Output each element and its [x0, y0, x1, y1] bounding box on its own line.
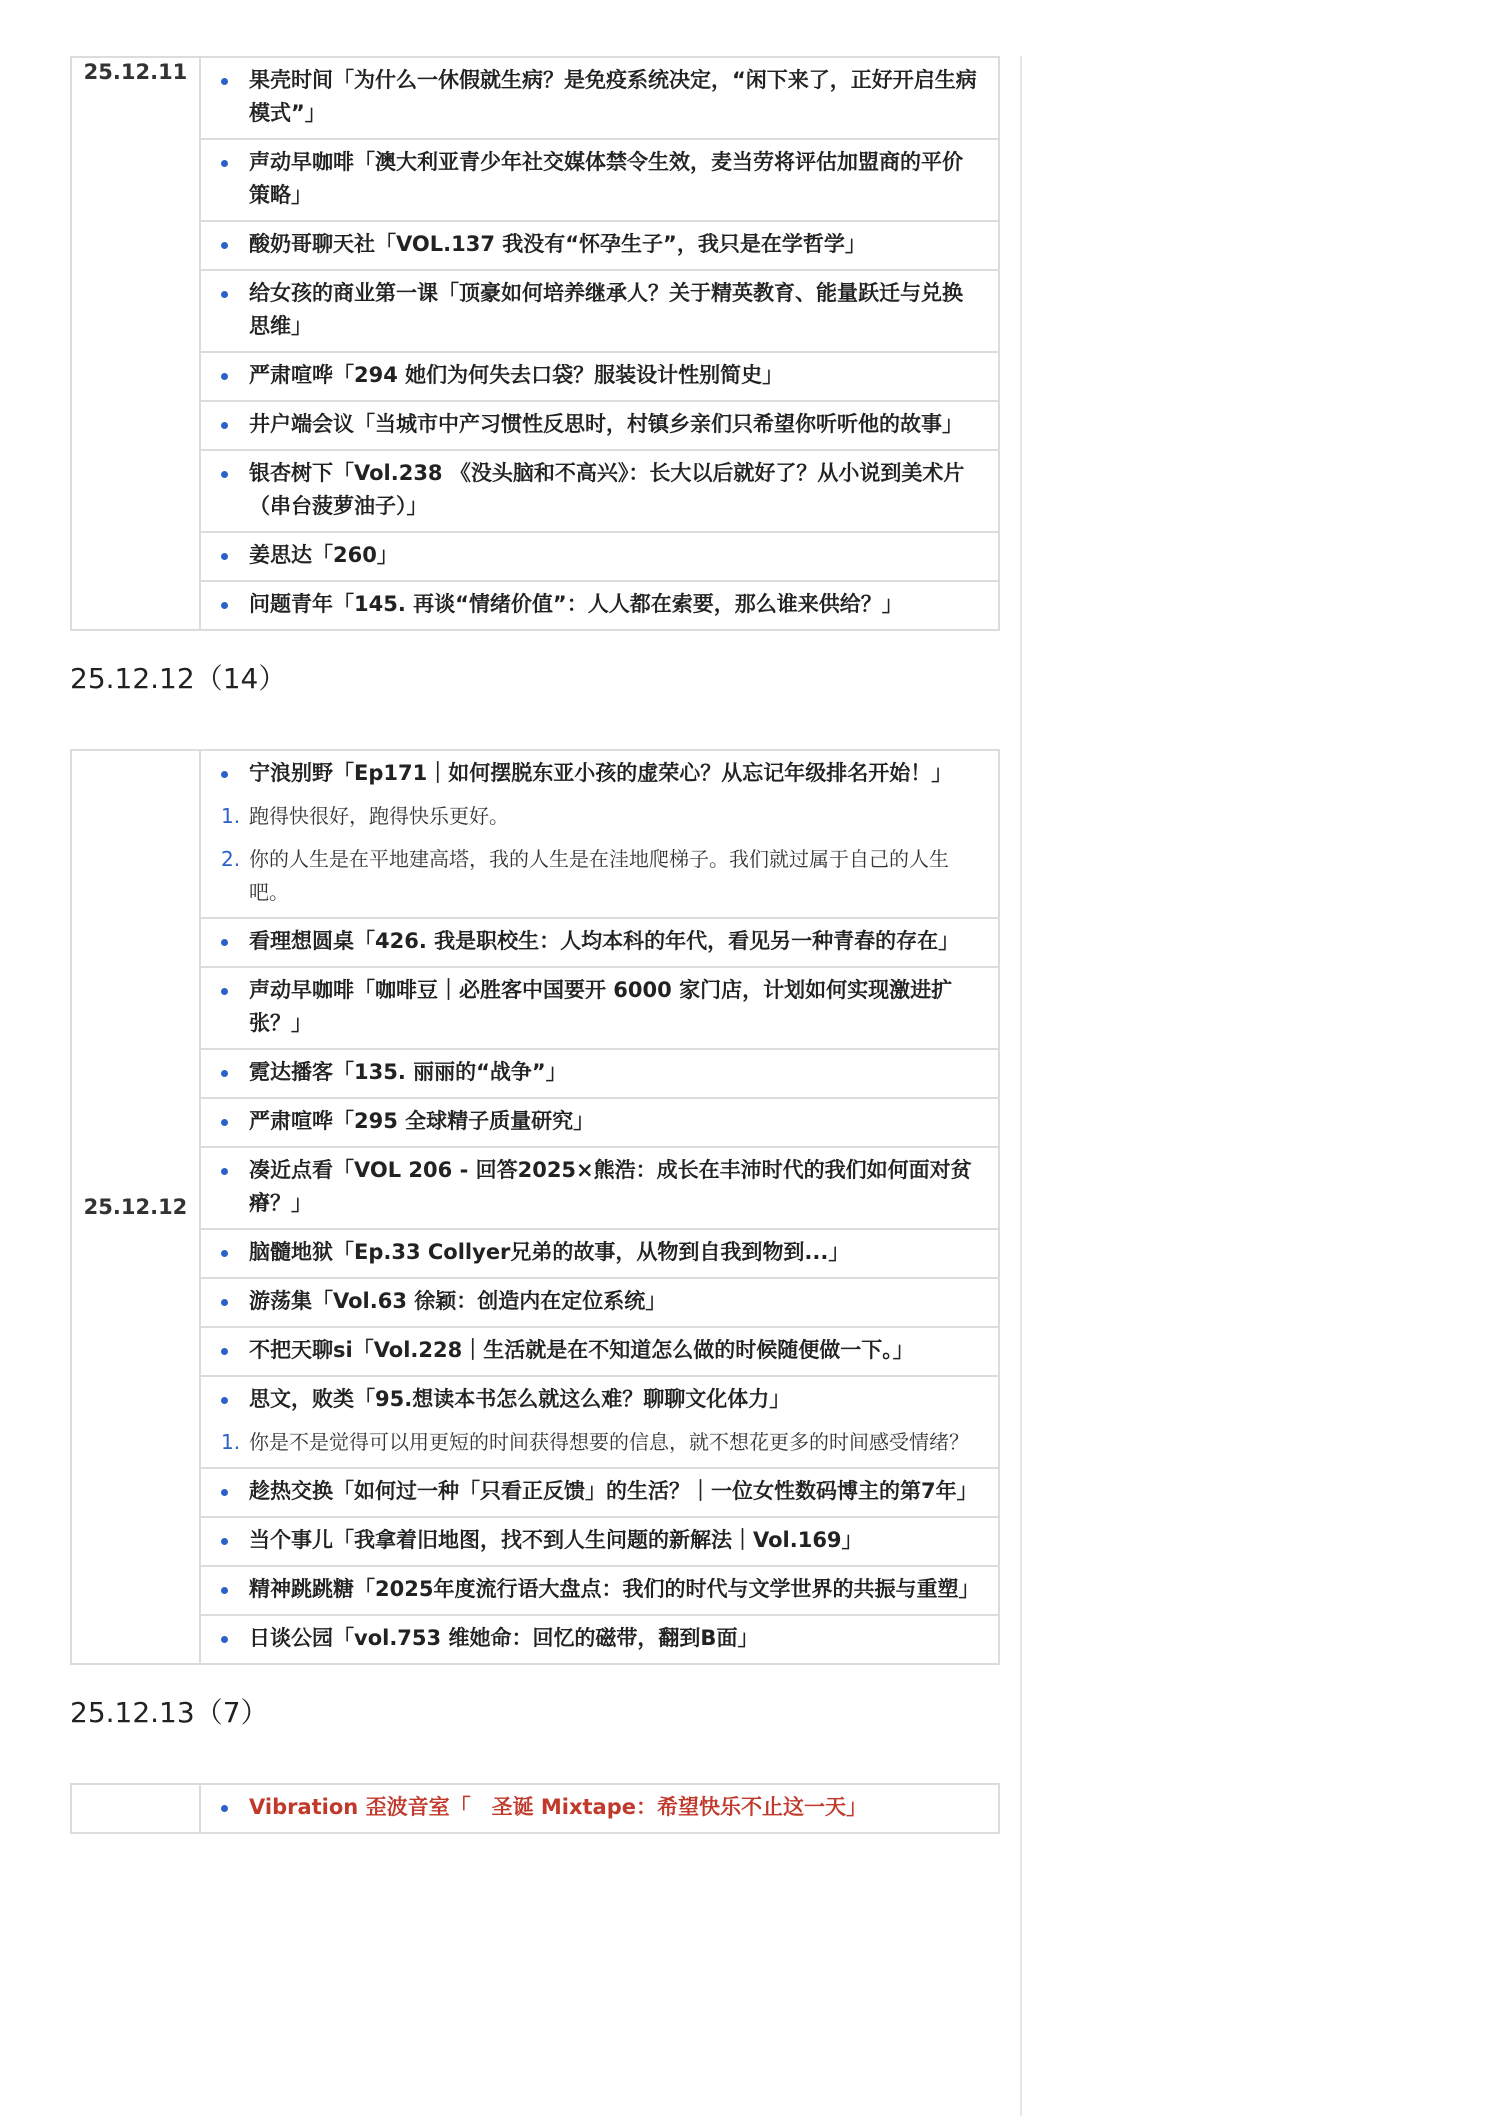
episode-cell: [200, 270, 999, 352]
episode-cell: [200, 401, 999, 450]
episode-cell: [200, 918, 999, 967]
episode-note: [221, 800, 978, 833]
episode-title: 脑髓地狱「Ep.33 Collyer兄弟的故事，从物到自我到物到...」: [221, 1236, 978, 1269]
table-row: [71, 918, 999, 967]
date-cell: 25.12.11: [71, 57, 200, 630]
table-row: [71, 1517, 999, 1566]
table-row: [71, 1229, 999, 1278]
note-text: 你是不是觉得可以用更短的时间获得想要的信息，就不想花更多的时间感受情绪？: [249, 1430, 969, 1454]
episode-title: 银杏树下「Vol.238 《没头脑和不高兴》：长大以后就好了？从小说到美术片（串台菠萝油子）」: [221, 457, 978, 523]
episode-title: 凑近点看「VOL 206 - 回答2025×熊浩：成长在丰沛时代的我们如何面对贫瘠？」: [221, 1154, 978, 1220]
episode-cell: [200, 1566, 999, 1615]
episode-cell: [200, 581, 999, 630]
episode-cell: [200, 57, 999, 139]
episode-title: 给女孩的商业第一课「顶豪如何培养继承人？关于精英教育、能量跃迁与兑换思维」: [221, 277, 978, 343]
episode-cell: [200, 1784, 999, 1833]
table-row: [71, 1468, 999, 1517]
episode-cell: [200, 967, 999, 1049]
table-row: [71, 1147, 999, 1229]
table-row: [71, 1376, 999, 1468]
episode-title: 酸奶哥聊天社「VOL.137 我没有“怀孕生子”，我只是在学哲学」: [221, 228, 978, 261]
day-table: [70, 56, 1000, 631]
table-row: [71, 1098, 999, 1147]
episode-cell: [200, 1615, 999, 1664]
table-row: [71, 581, 999, 630]
day-table: [70, 1783, 1000, 1834]
table-row: [71, 750, 999, 918]
table-row: [71, 1566, 999, 1615]
episode-cell: [200, 1098, 999, 1147]
episode-title: 宁浪别野「Ep171｜如何摆脱东亚小孩的虚荣心？从忘记年级排名开始！」: [221, 757, 978, 790]
table-row: [71, 1278, 999, 1327]
table-row: [71, 1327, 999, 1376]
episode-title: 声动早咖啡「澳大利亚青少年社交媒体禁令生效，麦当劳将评估加盟商的平价策略」: [221, 146, 978, 212]
episode-title: 游荡集「Vol.63 徐颖：创造内在定位系统」: [221, 1285, 978, 1318]
episode-cell: [200, 750, 999, 918]
episode-cell: [200, 532, 999, 581]
episode-title: 当个事儿「我拿着旧地图，找不到人生问题的新解法｜Vol.169」: [221, 1524, 978, 1557]
date-cell: 25.12.12: [71, 750, 200, 1664]
table-row: [71, 57, 999, 139]
table-row: [71, 221, 999, 270]
section-heading: 25.12.12（14）: [70, 662, 287, 695]
table-row: [71, 401, 999, 450]
episode-title: 姜思达「260」: [221, 539, 978, 572]
episode-title: 思文，败类「95.想读本书怎么就这么难？聊聊文化体力」: [221, 1383, 978, 1416]
episode-title: 井户端会议「当城市中产习惯性反思时，村镇乡亲们只希望你听听他的故事」: [221, 408, 978, 441]
episode-cell: [200, 1517, 999, 1566]
date-cell: [71, 1784, 200, 1833]
episode-cell: [200, 1049, 999, 1098]
episode-cell: [200, 1147, 999, 1229]
table-row: [71, 532, 999, 581]
episode-cell: [200, 450, 999, 532]
episode-title: 严肃喧哗「294 她们为何失去口袋？服装设计性别简史」: [221, 359, 978, 392]
episode-cell: [200, 1327, 999, 1376]
episode-title: 不把天聊si「Vol.228｜生活就是在不知道怎么做的时候随便做一下。」: [221, 1334, 978, 1367]
episode-title: 声动早咖啡「咖啡豆｜必胜客中国要开 6000 家门店，计划如何实现激进扩张？」: [221, 974, 978, 1040]
episode-cell: [200, 352, 999, 401]
episode-cell: [200, 221, 999, 270]
episode-title: 问题青年「145. 再谈“情绪价值”：人人都在索要，那么谁来供给？」: [221, 588, 978, 621]
table-row: [71, 1049, 999, 1098]
episode-note: [221, 843, 978, 909]
table-row: [71, 1615, 999, 1664]
episode-title: 趁热交换「如何过一种「只看正反馈」的生活？｜一位女性数码博主的第7年」: [221, 1475, 978, 1508]
table-row: [71, 1784, 999, 1833]
episode-title: 日谈公园「vol.753 维她命：回忆的磁带，翻到B面」: [221, 1622, 978, 1655]
document-body: [70, 56, 1000, 1834]
note-text: 你的人生是在平地建高塔，我的人生是在洼地爬梯子。我们就过属于自己的人生吧。: [249, 847, 949, 904]
table-row: [71, 139, 999, 221]
vertical-divider: [1020, 56, 1022, 2116]
episode-cell: [200, 1468, 999, 1517]
table-row: [71, 450, 999, 532]
episode-title: 精神跳跳糖「2025年度流行语大盘点：我们的时代与文学世界的共振与重塑」: [221, 1573, 978, 1606]
episode-title: Vibration 歪波音室「 圣诞 Mixtape：希望快乐不止这一天」: [221, 1791, 978, 1824]
episode-title: 霓达播客「135. 丽丽的“战争”」: [221, 1056, 978, 1089]
table-row: [71, 967, 999, 1049]
episode-cell: [200, 1376, 999, 1468]
episode-cell: [200, 1278, 999, 1327]
episode-title: 严肃喧哗「295 全球精子质量研究」: [221, 1105, 978, 1138]
note-number: 2.: [221, 847, 241, 871]
note-number: 1.: [221, 804, 241, 828]
table-row: [71, 352, 999, 401]
episode-title: 看理想圆桌「426. 我是职校生：人均本科的年代，看见另一种青春的存在」: [221, 925, 978, 958]
day-table: [70, 749, 1000, 1665]
table-row: [71, 270, 999, 352]
episode-cell: [200, 139, 999, 221]
section-heading: 25.12.13（7）: [70, 1696, 269, 1729]
episode-title: 果壳时间「为什么一休假就生病？是免疫系统决定，“闲下来了，正好开启生病模式”」: [221, 64, 978, 130]
note-text: 跑得快很好，跑得快乐更好。: [249, 804, 509, 828]
note-number: 1.: [221, 1430, 241, 1454]
episode-cell: [200, 1229, 999, 1278]
episode-note: [221, 1426, 978, 1459]
